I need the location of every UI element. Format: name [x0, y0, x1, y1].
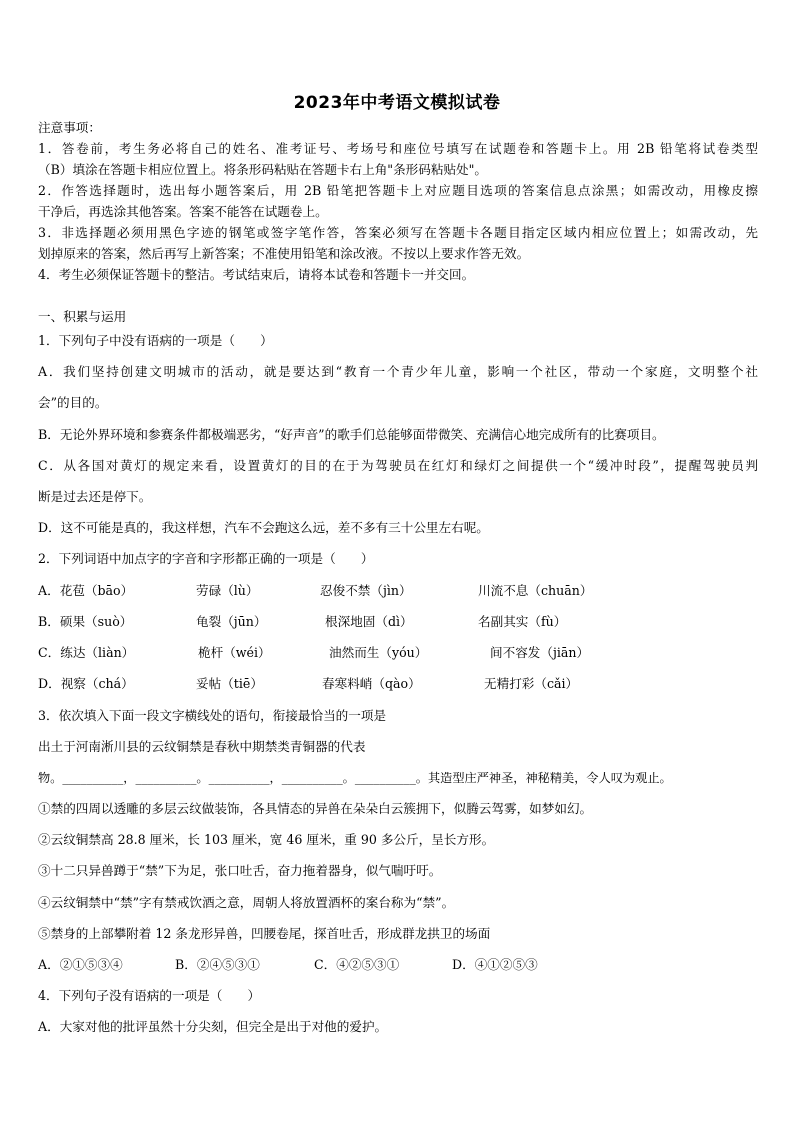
question-stem: 1．下列句子中没有语病的一项是（ ） [38, 333, 273, 348]
word-option: 无精打彩（cǎi） [484, 676, 579, 691]
section-heading: 一、积累与运用 [38, 309, 127, 324]
question-option: 会”的目的。 [38, 395, 108, 410]
sentence-item: ②云纹铜禁高 28.8 厘米，长 103 厘米，宽 46 厘米，重 90 多公斤，呈长方形。 [38, 832, 495, 847]
word-option: 间不容发（jiān） [490, 645, 590, 660]
word-option: 忍俊不禁（jìn） [320, 583, 412, 598]
question-option: C．从各国对黄灯的规定来看，设置黄灯的目的在于为驾驶员在红灯和绿灯之间提供一个“缓冲时段”，提醒驾驶员判 [38, 458, 758, 473]
page-title: 2023年中考语文模拟试卷 [293, 93, 501, 113]
answer-option: D．④①②⑤③ [452, 957, 538, 972]
word-option: 妥帖（tiē） [196, 676, 263, 691]
notice-line: （B）填涂在答题卡相应位置上。将条形码粘贴在答题卡右上角"条形码粘贴处"。 [38, 162, 488, 177]
passage-line: 出土于河南淅川县的云纹铜禁是春秋中期禁类青铜器的代表 [38, 739, 366, 754]
word-option: 川流不息（chuān） [478, 583, 593, 598]
question-option: A．我们坚持创建文明城市的活动，就是要达到“教育一个青少年儿童，影响一个社区，带动一个家庭，文明整个社 [38, 364, 758, 379]
question-stem: 2．下列词语中加点字的字音和字形都正确的一项是（ ） [38, 551, 374, 566]
word-option: 劳碌（lù） [196, 583, 259, 598]
question-stem: 4．下列句子没有语病的一项是（ ） [38, 988, 261, 1003]
question-option: B．无论外界环境和参赛条件都极端恶劣，“好声音”的歌手们总能够面带微笑、充满信心地完成所有的比赛项目。 [38, 427, 665, 442]
sentence-item: ①禁的四周以透雕的多层云纹做装饰，各具情态的异兽在朵朵白云簇拥下，似腾云驾雾，如梦如幻。 [38, 801, 593, 816]
answer-option: B．②④⑤③① [175, 957, 260, 972]
word-option: D．视察（chá） [38, 676, 134, 691]
word-option: 龟裂（jūn） [196, 614, 267, 629]
question-option: D．这不可能是真的，我这样想，汽车不会跑这么远，差不多有三十公里左右呢。 [38, 520, 489, 535]
word-option: A．花苞（bāo） [38, 583, 134, 598]
answer-option: A．②①⑤③④ [38, 957, 123, 972]
question-stem: 3．依次填入下面一段文字横线处的语句，衔接最恰当的一项是 [38, 708, 387, 723]
notice-line: 3．非选择题必须用黑色字迹的钢笔或签字笔作答，答案必须写在答题卡各题目指定区域内相应位置上；如需改动，先 [38, 225, 758, 240]
word-option: 春寒料峭（qào） [322, 676, 421, 691]
sentence-item: ④云纹铜禁中“禁”字有禁戒饮酒之意，周朝人将放置酒杯的案台称为“禁”。 [38, 895, 455, 910]
word-option: 根深地固（dì） [325, 614, 413, 629]
word-option: C．练达（liàn） [38, 645, 135, 660]
word-option: 油然而生（yóu） [329, 645, 428, 660]
notice-heading: 注意事项： [38, 120, 101, 135]
question-option: 断是过去还是停下。 [38, 489, 152, 504]
passage-line: 物。__________，__________。__________，__________。__________。其造型庄严神圣，神秘精美，令人叹为观止。 [38, 771, 672, 785]
notice-line: 划掉原来的答案，然后再写上新答案；不准使用铅笔和涂改液。不按以上要求作答无效。 [38, 246, 530, 261]
question-option: A．大家对他的批评虽然十分尖刻，但完全是出于对他的爱护。 [38, 1019, 388, 1034]
word-option: 名副其实（fù） [478, 614, 567, 629]
sentence-item: ⑤禁身的上部攀附着 12 条龙形异兽，凹腰卷尾，探首吐舌，形成群龙拱卫的场面 [38, 926, 491, 941]
sentence-item: ③十二只异兽蹲于“禁”下为足，张口吐舌，奋力拖着器身，似气喘吁吁。 [38, 863, 442, 878]
word-option: B．硕果（suò） [38, 614, 133, 629]
notice-line: 干净后，再选涂其他答案。答案不能答在试题卷上。 [38, 204, 328, 219]
word-option: 桅杆（wéi） [198, 645, 271, 660]
notice-line: 4．考生必须保证答题卡的整洁。考试结束后，请将本试卷和答题卡一并交回。 [38, 267, 475, 282]
answer-option: C．④②⑤③① [314, 957, 400, 972]
notice-line: 1．答卷前，考生务必将自己的姓名、准考证号、考场号和座位号填写在试题卷和答题卡上。用 2B 铅笔将试卷类型 [38, 141, 758, 156]
notice-line: 2．作答选择题时，选出每小题答案后，用 2B 铅笔把答题卡上对应题目选项的答案信息点涂黑；如需改动，用橡皮擦 [38, 183, 758, 198]
